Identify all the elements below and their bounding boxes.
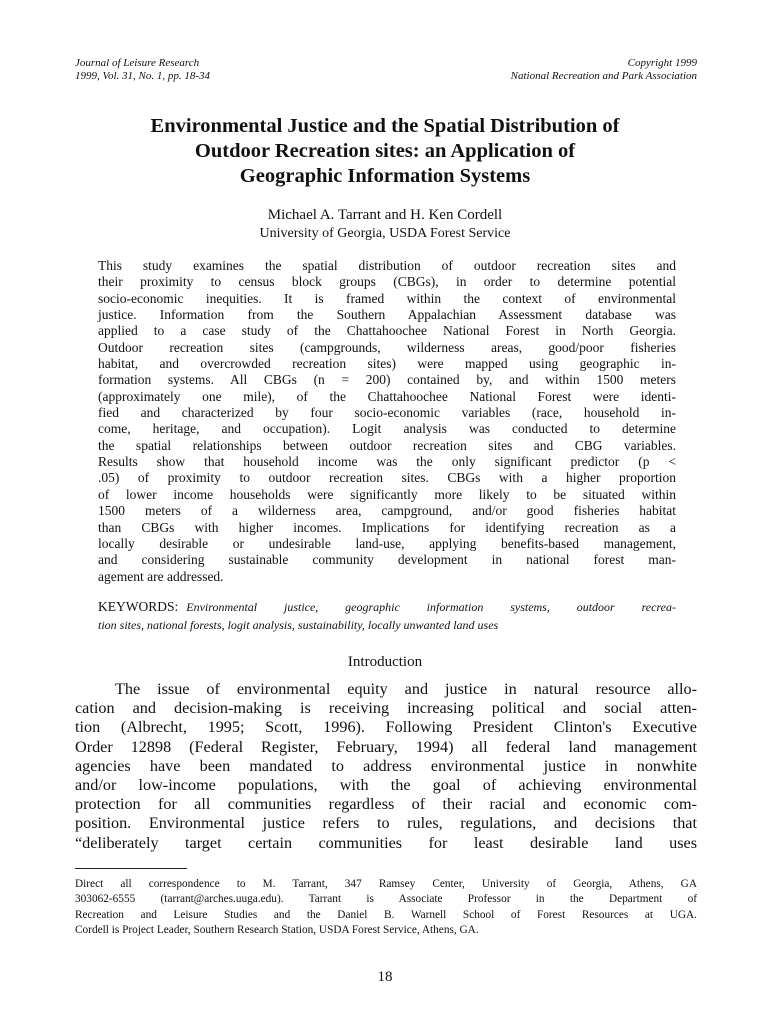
footnote-line: 303062-6555 (tarrant@arches.uuga.edu). Tarrant is Associate Professor in the Department of	[75, 893, 697, 906]
abstract-line: their proximity to census block groups (CBGs), in order to determine potential	[98, 274, 676, 290]
abstract-line: formation systems. All CBGs (n = 200) contained by, and within 1500 meters	[98, 372, 676, 388]
abstract-line: the spatial relationships between outdoor recreation sites and CBG variables.	[98, 437, 676, 453]
body-line: position. Environmental justice refers to rules, regulations, and decisions that	[75, 814, 697, 833]
abstract-line: .05) of proximity to outdoor recreation sites. CBGs with a higher proportion	[98, 470, 676, 486]
journal-volume: 1999, Vol. 31, No. 1, pp. 18-34	[75, 70, 211, 82]
body-line: tion (Albrecht, 1995; Scott, 1996). Following President Clinton's Executive	[75, 718, 697, 737]
title-line: Outdoor Recreation sites: an Application of	[194, 140, 576, 162]
abstract-line: 1500 meters of a wilderness area, campground, and/or good fisheries habitat	[98, 503, 676, 519]
abstract-line: Outdoor recreation sites (campgrounds, wilderness areas, good/poor fisheries	[98, 339, 676, 355]
abstract-line: of lower income households were significantly more likely to be situated within	[98, 486, 676, 502]
footnote-line: Cordell is Project Leader, Southern Research Station, USDA Forest Service, Athens, GA.	[75, 923, 479, 936]
abstract-line: and considering sustainable community development in national forest man-	[98, 552, 676, 568]
abstract-line: agement are addressed.	[98, 568, 224, 584]
footnote-divider	[75, 868, 187, 869]
abstract-line: justice. Information from the Southern Appalachian Assessment database was	[98, 307, 676, 323]
abstract-line: locally desirable or undesirable land-use, applying benefits-based management,	[98, 535, 676, 551]
footnote-line: Direct all correspondence to M. Tarrant, 347 Ramsey Center, University of Georgia, Athens, GA	[75, 878, 697, 890]
journal-name: Journal of Leisure Research	[75, 57, 200, 69]
body-line: The issue of environmental equity and justice in natural resource allo-	[115, 680, 697, 698]
body-line: cation and decision-making is receiving increasing political and social atten-	[75, 699, 697, 718]
authors: Michael A. Tarrant and H. Ken Cordell	[267, 207, 503, 223]
journal-citation	[75, 57, 210, 83]
copyright-year: Copyright 1999	[627, 57, 697, 69]
abstract-line: fied and characterized by four socio-economic variables (race, household in-	[98, 405, 676, 421]
section-heading: Introduction	[347, 654, 423, 670]
abstract-line: come, heritage, and occupation). Logit analysis was conducted to determine	[98, 421, 676, 437]
title-line: Environmental Justice and the Spatial Distribution of	[150, 115, 620, 137]
abstract	[98, 258, 676, 585]
copyright-notice	[511, 57, 697, 83]
body-line: protection for all communities regardless of their racial and economic com-	[75, 795, 697, 814]
footnote-line: Recreation and Leisure Studies and the Daniel B. Warnell School of Forest Resources at UGA.	[75, 908, 697, 921]
keywords-text: Environmental justice, geographic information systems, outdoor recrea-	[186, 600, 676, 614]
abstract-line: than CBGs with higher incomes. Implications for identifying recreation as a	[98, 519, 676, 535]
article-title	[60, 114, 710, 189]
keywords-label: KEYWORDS:	[98, 599, 179, 614]
keywords-text: tion sites, national forests, logit analysis, sustainability, locally unwanted land uses	[98, 618, 499, 632]
abstract-line: applied to a case study of the Chattahoochee National Forest in North Georgia.	[98, 323, 676, 339]
keywords-line	[98, 616, 676, 634]
body-line: Order 12898 (Federal Register, February, 1994) all federal land management	[75, 737, 697, 756]
title-line: Geographic Information Systems	[239, 165, 531, 187]
abstract-line: habitat, and overcrowded recreation sites) were mapped using geographic in-	[98, 356, 676, 372]
keywords-line	[98, 598, 676, 616]
page-number: 18	[377, 969, 393, 985]
abstract-line: Results show that household income was the only significant predictor (p <	[98, 454, 676, 470]
keywords	[98, 598, 676, 634]
copyright-holder: National Recreation and Park Association	[510, 70, 697, 82]
body-line: “deliberately target certain communities for least desirable land uses	[75, 833, 697, 852]
abstract-line: This study examines the spatial distribution of outdoor recreation sites and	[98, 258, 676, 273]
abstract-line: (approximately one mile), of the Chattahoochee National Forest were identi-	[98, 388, 676, 404]
affiliation: University of Georgia, USDA Forest Service	[259, 226, 511, 241]
body-line: and/or low-income populations, with the goal of achieving environmental	[75, 776, 697, 795]
correspondence-footnote	[75, 877, 697, 938]
body-line: agencies have been mandated to address environmental justice in nonwhite	[75, 756, 697, 775]
abstract-line: socio-economic inequities. It is framed within the context of environmental	[98, 290, 676, 306]
introduction-paragraph	[75, 680, 697, 853]
